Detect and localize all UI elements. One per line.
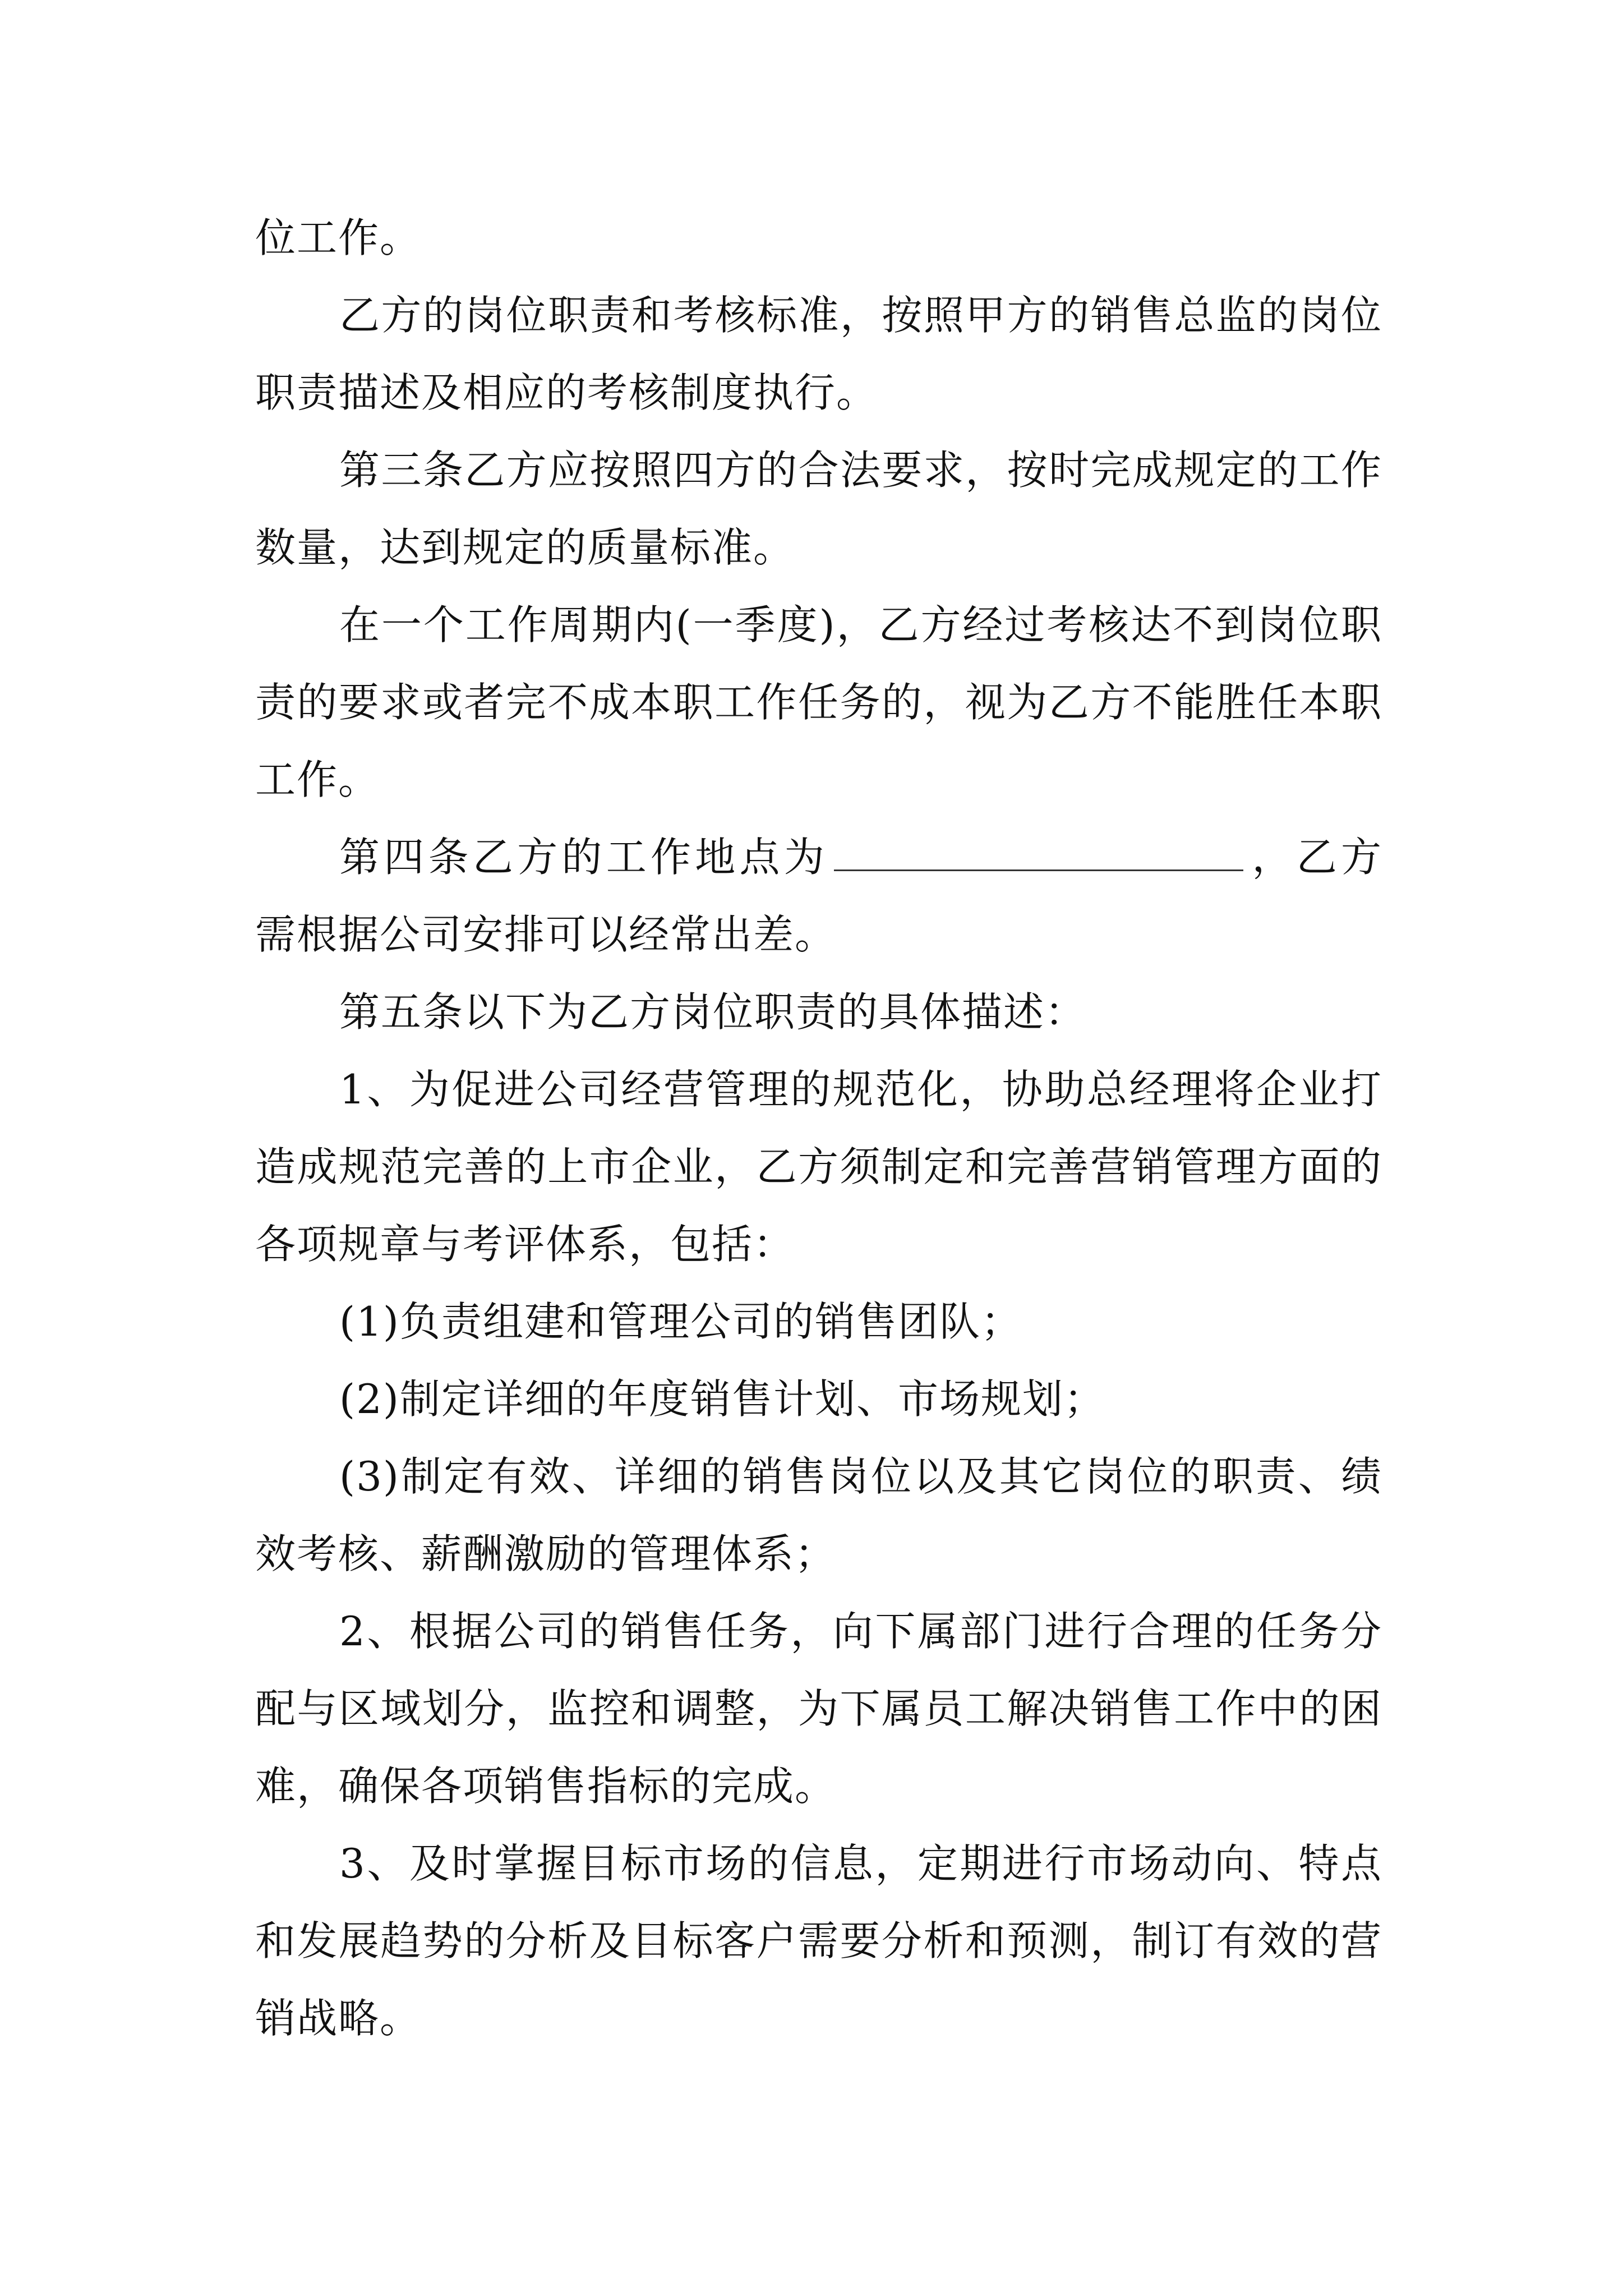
paragraph-subitem-3: (3)制定有效、详细的销售岗位以及其它岗位的职责、绩效考核、薪酬激励的管理体系； (255, 1453, 1382, 1577)
work-location-blank (834, 836, 1243, 871)
paragraph-item-3: 3、及时掌握目标市场的信息，定期进行市场动向、特点和发展趋势的分析及目标客户需要分析和预测，制订有效的营销战略。 (255, 1840, 1382, 2042)
article-4-text-before: 第四条乙方的工作地点为 (339, 834, 829, 881)
paragraph-item-1: 1、为促进公司经营管理的规范化，协助总经理将企业打造成规范完善的上市企业，乙方须制定和完善营销管理方面的各项规章与考评体系，包括： (255, 1066, 1382, 1268)
paragraph-article-4 (255, 818, 1382, 973)
paragraph-continuation: 位工作。 (255, 214, 422, 261)
paragraph-duty-standard: 乙方的岗位职责和考核标准，按照甲方的销售总监的岗位职责描述及相应的考核制度执行。 (255, 292, 1382, 416)
paragraph-work-cycle: 在一个工作周期内(一季度)，乙方经过考核达不到岗位职责的要求或者完不成本职工作任务的，视为乙方不能胜任本职工作。 (255, 601, 1382, 803)
paragraph-subitem-2: (2)制定详细的年度销售计划、市场规划； (339, 1375, 1105, 1423)
document-body (255, 199, 1382, 2057)
article-4-text-after: ，乙方需根据公司安排可以经常出差。 (255, 834, 1382, 958)
paragraph-subitem-1: (1)负责组建和管理公司的销售团队； (339, 1298, 1022, 1345)
paragraph-article-5: 第五条以下为乙方岗位职责的具体描述： (339, 988, 1087, 1036)
paragraph-article-3: 第三条乙方应按照四方的合法要求，按时完成规定的工作数量，达到规定的质量标准。 (255, 447, 1382, 571)
paragraph-item-2: 2、根据公司的销售任务，向下属部门进行合理的任务分配与区域划分，监控和调整，为下属员工解决销售工作中的困难，确保各项销售指标的完成。 (255, 1608, 1382, 1810)
